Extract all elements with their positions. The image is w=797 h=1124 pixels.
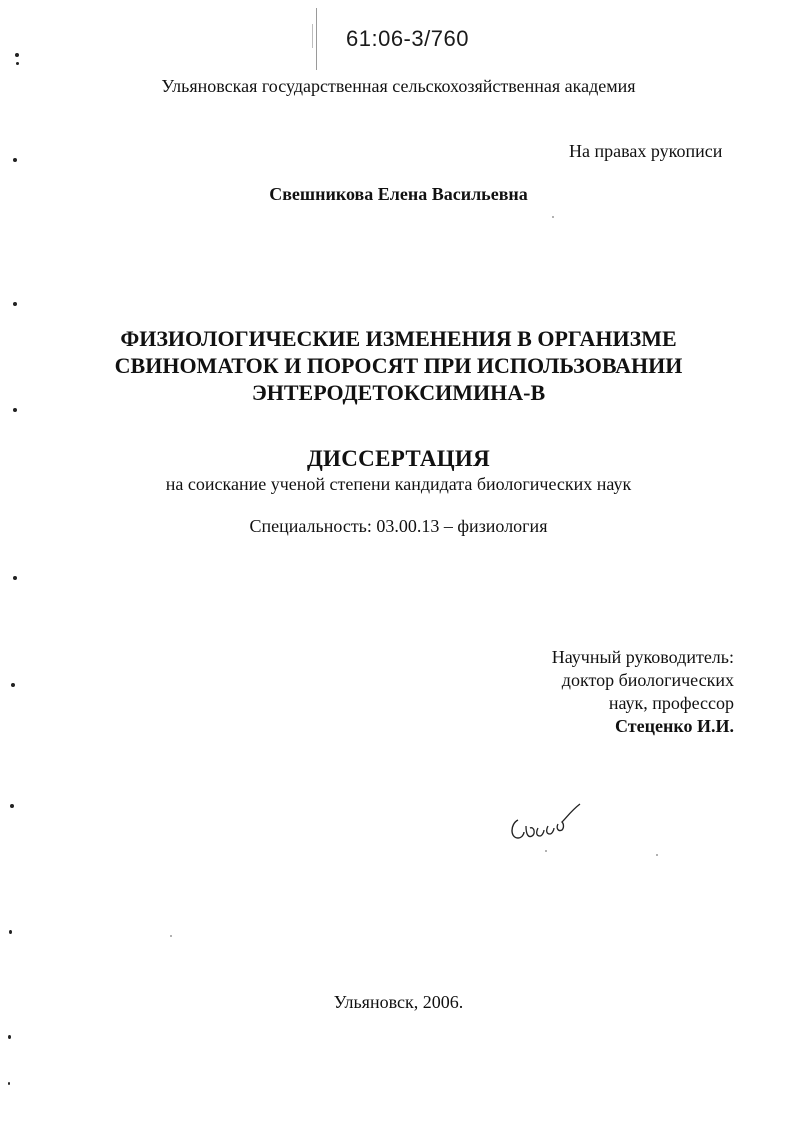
- scan-mark: [10, 804, 14, 808]
- rights-note: На правах рукописи: [569, 141, 723, 161]
- supervisor-block: [520, 646, 734, 738]
- scan-mark: [13, 302, 17, 306]
- scan-mark: [13, 408, 17, 412]
- degree-line: на соискание ученой степени кандидата биологических наук: [165, 474, 632, 494]
- scan-mark: [9, 930, 12, 934]
- scan-mark: [15, 53, 19, 57]
- document-type: ДИССЕРТАЦИЯ: [306, 446, 491, 471]
- stamp-rule: [316, 8, 317, 70]
- title-line: СВИНОМАТОК И ПОРОСЯТ ПРИ ИСПОЛЬЗОВАНИИ: [114, 353, 683, 378]
- institution-name: Ульяновская государственная сельскохозяйственная академия: [161, 76, 636, 96]
- supervisor-label: Научный руководитель:: [551, 647, 734, 667]
- scan-speck: [170, 935, 172, 937]
- scan-speck: [552, 216, 554, 218]
- scan-mark: [11, 683, 15, 687]
- scan-mark: [8, 1035, 11, 1039]
- supervisor-degree-2: наук, профессор: [608, 693, 734, 713]
- supervisor-degree-1: доктор биологических: [561, 670, 734, 690]
- scan-mark: [13, 576, 17, 580]
- author-name: Свешникова Елена Васильевна: [269, 184, 528, 204]
- stamp-rule-secondary: [312, 24, 313, 48]
- title-line: ФИЗИОЛОГИЧЕСКИЕ ИЗМЕНЕНИЯ В ОРГАНИЗМЕ: [120, 326, 677, 351]
- scan-speck: [545, 850, 547, 852]
- specialty-line: Специальность: 03.00.13 – физиология: [249, 516, 548, 536]
- dissertation-title: [0, 325, 797, 406]
- scan-mark: [16, 62, 19, 65]
- scan-speck: [656, 854, 658, 856]
- title-line: ЭНТЕРОДЕТОКСИМИНА-В: [251, 380, 546, 405]
- scan-mark: [8, 1082, 10, 1085]
- supervisor-name: Стеценко И.И.: [615, 716, 734, 736]
- scan-mark: [13, 158, 17, 162]
- archive-stamp-code: 61:06-3/760: [346, 26, 469, 51]
- place-and-year: Ульяновск, 2006.: [333, 992, 464, 1012]
- handwritten-signature: [506, 798, 586, 848]
